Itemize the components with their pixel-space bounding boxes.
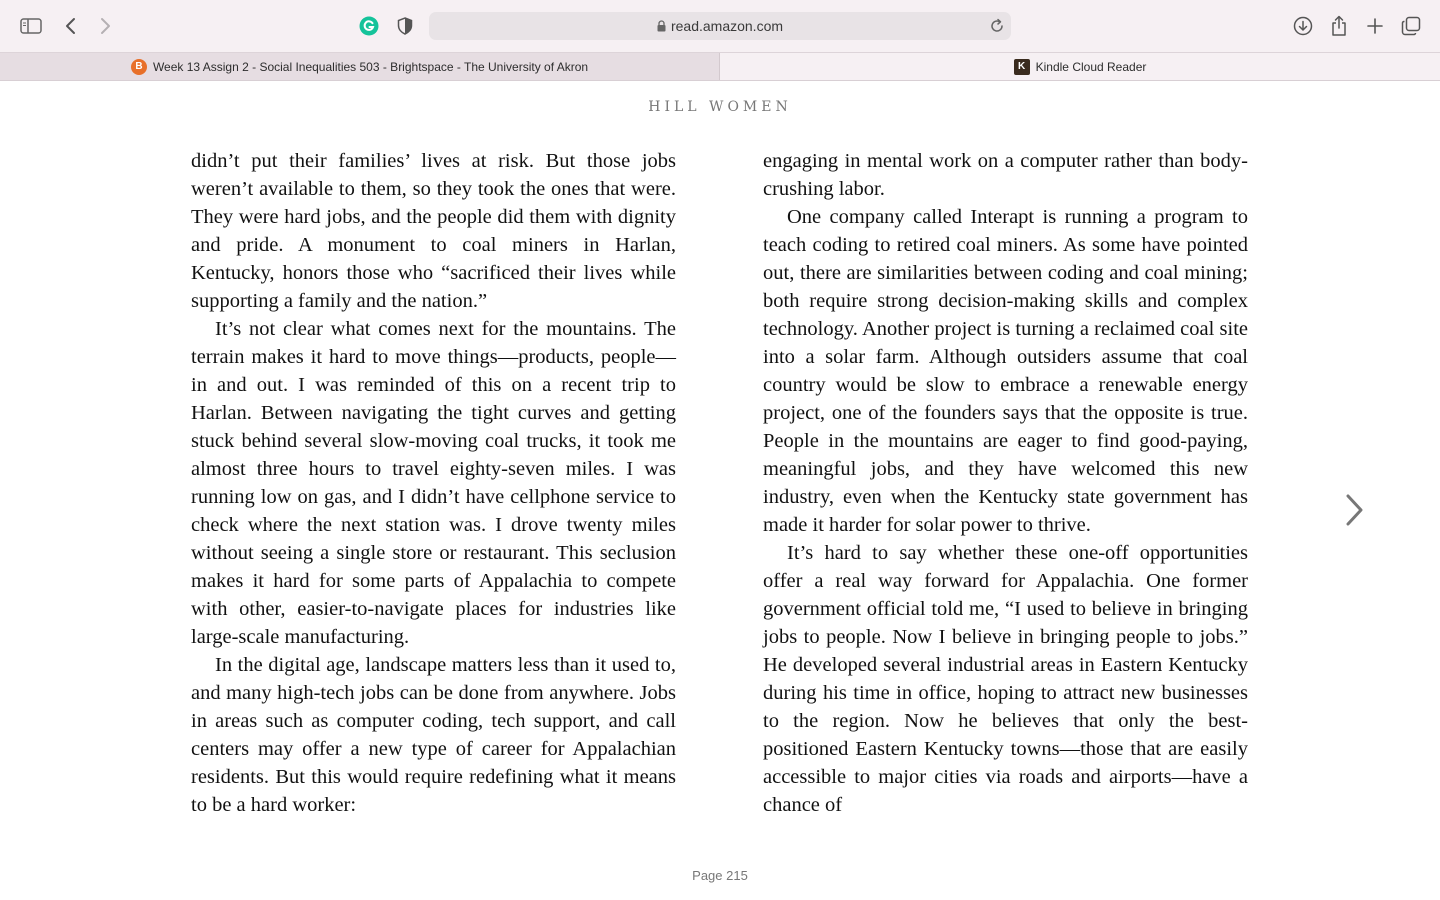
address-bar[interactable]: [429, 12, 1011, 40]
new-tab-button[interactable]: [1361, 12, 1389, 40]
paragraph: One company called Interapt is running a program to teach coding to retired coal miners. As some have pointed out, there are similarities between coding and coal mining; both require strong decision-making skills and complex technology. Another project is turning a reclaimed coal site into a solar farm. Although outsiders assume that coal country would be slow to embrace a renewable energy project, one of the founders says that the opposite is true. People in the mountains are eager to find good-paying, meaningful jobs, and they have welcomed this new industry, even when the Kentucky state government has made it harder for solar power to thrive.: [763, 206, 1248, 536]
kindle-favicon-icon: K: [1014, 59, 1030, 75]
grammarly-icon: [359, 16, 379, 36]
privacy-report-button[interactable]: [391, 12, 419, 40]
downloads-button[interactable]: [1289, 12, 1317, 40]
back-button[interactable]: [57, 12, 85, 40]
tab-bar: [0, 52, 1440, 81]
reload-icon: [989, 18, 1005, 34]
download-icon: [1293, 16, 1313, 36]
grammarly-extension-button[interactable]: [355, 12, 383, 40]
lock-icon: [657, 20, 666, 32]
plus-icon: [1367, 18, 1383, 34]
tabs-icon: [1401, 16, 1421, 36]
paragraph: didn’t put their families’ lives at risk. But those jobs weren’t available to them, so they took the ones that were. They were hard jobs, and the people did them with dignity and pride. A monument to coal miners in Harlan, Kentucky, honors those who “sacrificed their lives while supporting a family and the nation.”: [191, 150, 676, 312]
chevron-left-icon: [65, 17, 77, 35]
shield-icon: [397, 17, 413, 35]
chevron-right-icon: [99, 17, 111, 35]
paragraph: It’s not clear what comes next for the mountains. The terrain makes it hard to move things—products, people—in and out. I was reminded of this on a recent trip to Harlan. Between navigating the tight curves and getting stuck behind several slow-moving coal trucks, it took me almost three hours to travel eighty-seven miles. I was running low on gas, and I didn’t have cellphone service to check where the next station was. I drove twenty miles without seeing a single store or restaurant. This seclusion makes it hard for some parts of Appalachia to compete with other, easier-to-navigate places for industries like large-scale manufacturing.: [191, 318, 676, 648]
brightspace-favicon-icon: B: [131, 59, 147, 75]
next-page-button[interactable]: [1338, 490, 1370, 530]
forward-button[interactable]: [91, 12, 119, 40]
paragraph: It’s hard to say whether these one-off opportunities offer a real way forward for Appalachia. One former government official told me, “I used to believe in bringing jobs to people. Now I believe in bringing people to jobs.” He developed several industrial areas in Eastern Kentucky during his time in office, hoping to attract new businesses to the region. Now he believes that only the best-positioned Eastern Kentucky towns—those that are easily accessible to major cities via roads and airports—have a chance of: [763, 542, 1248, 816]
tab-kindle-cloud-reader[interactable]: [720, 53, 1440, 80]
tab-label: Kindle Cloud Reader: [1035, 59, 1147, 74]
paragraph: engaging in mental work on a computer rather than body-crushing labor.: [763, 150, 1248, 200]
book-title: HILL WOMEN: [648, 99, 792, 115]
tab-brightspace[interactable]: [0, 53, 720, 80]
sidebar-toggle-button[interactable]: [17, 12, 45, 40]
right-page-column: [763, 147, 1248, 819]
sidebar-icon: [20, 18, 42, 34]
share-icon: [1330, 15, 1348, 37]
left-page-column: [191, 147, 676, 819]
paragraph: In the digital age, landscape matters less than it used to, and many high-tech jobs can be done from anywhere. Jobs in areas such as computer coding, tech support, and call centers may offer a new type of career for Appalachian residents. But this would require redefining what it means to be a hard worker:: [191, 654, 676, 816]
url-text: read.amazon.com: [670, 18, 784, 34]
browser-toolbar: [0, 0, 1440, 52]
tab-overview-button[interactable]: [1397, 12, 1425, 40]
share-button[interactable]: [1325, 12, 1353, 40]
page-number: Page 215: [692, 868, 748, 883]
reload-button[interactable]: [989, 18, 1005, 37]
tab-label: Week 13 Assign 2 - Social Inequalities 503 - Brightspace - The University of Akron: [152, 59, 589, 74]
chevron-right-icon: [1344, 493, 1364, 527]
